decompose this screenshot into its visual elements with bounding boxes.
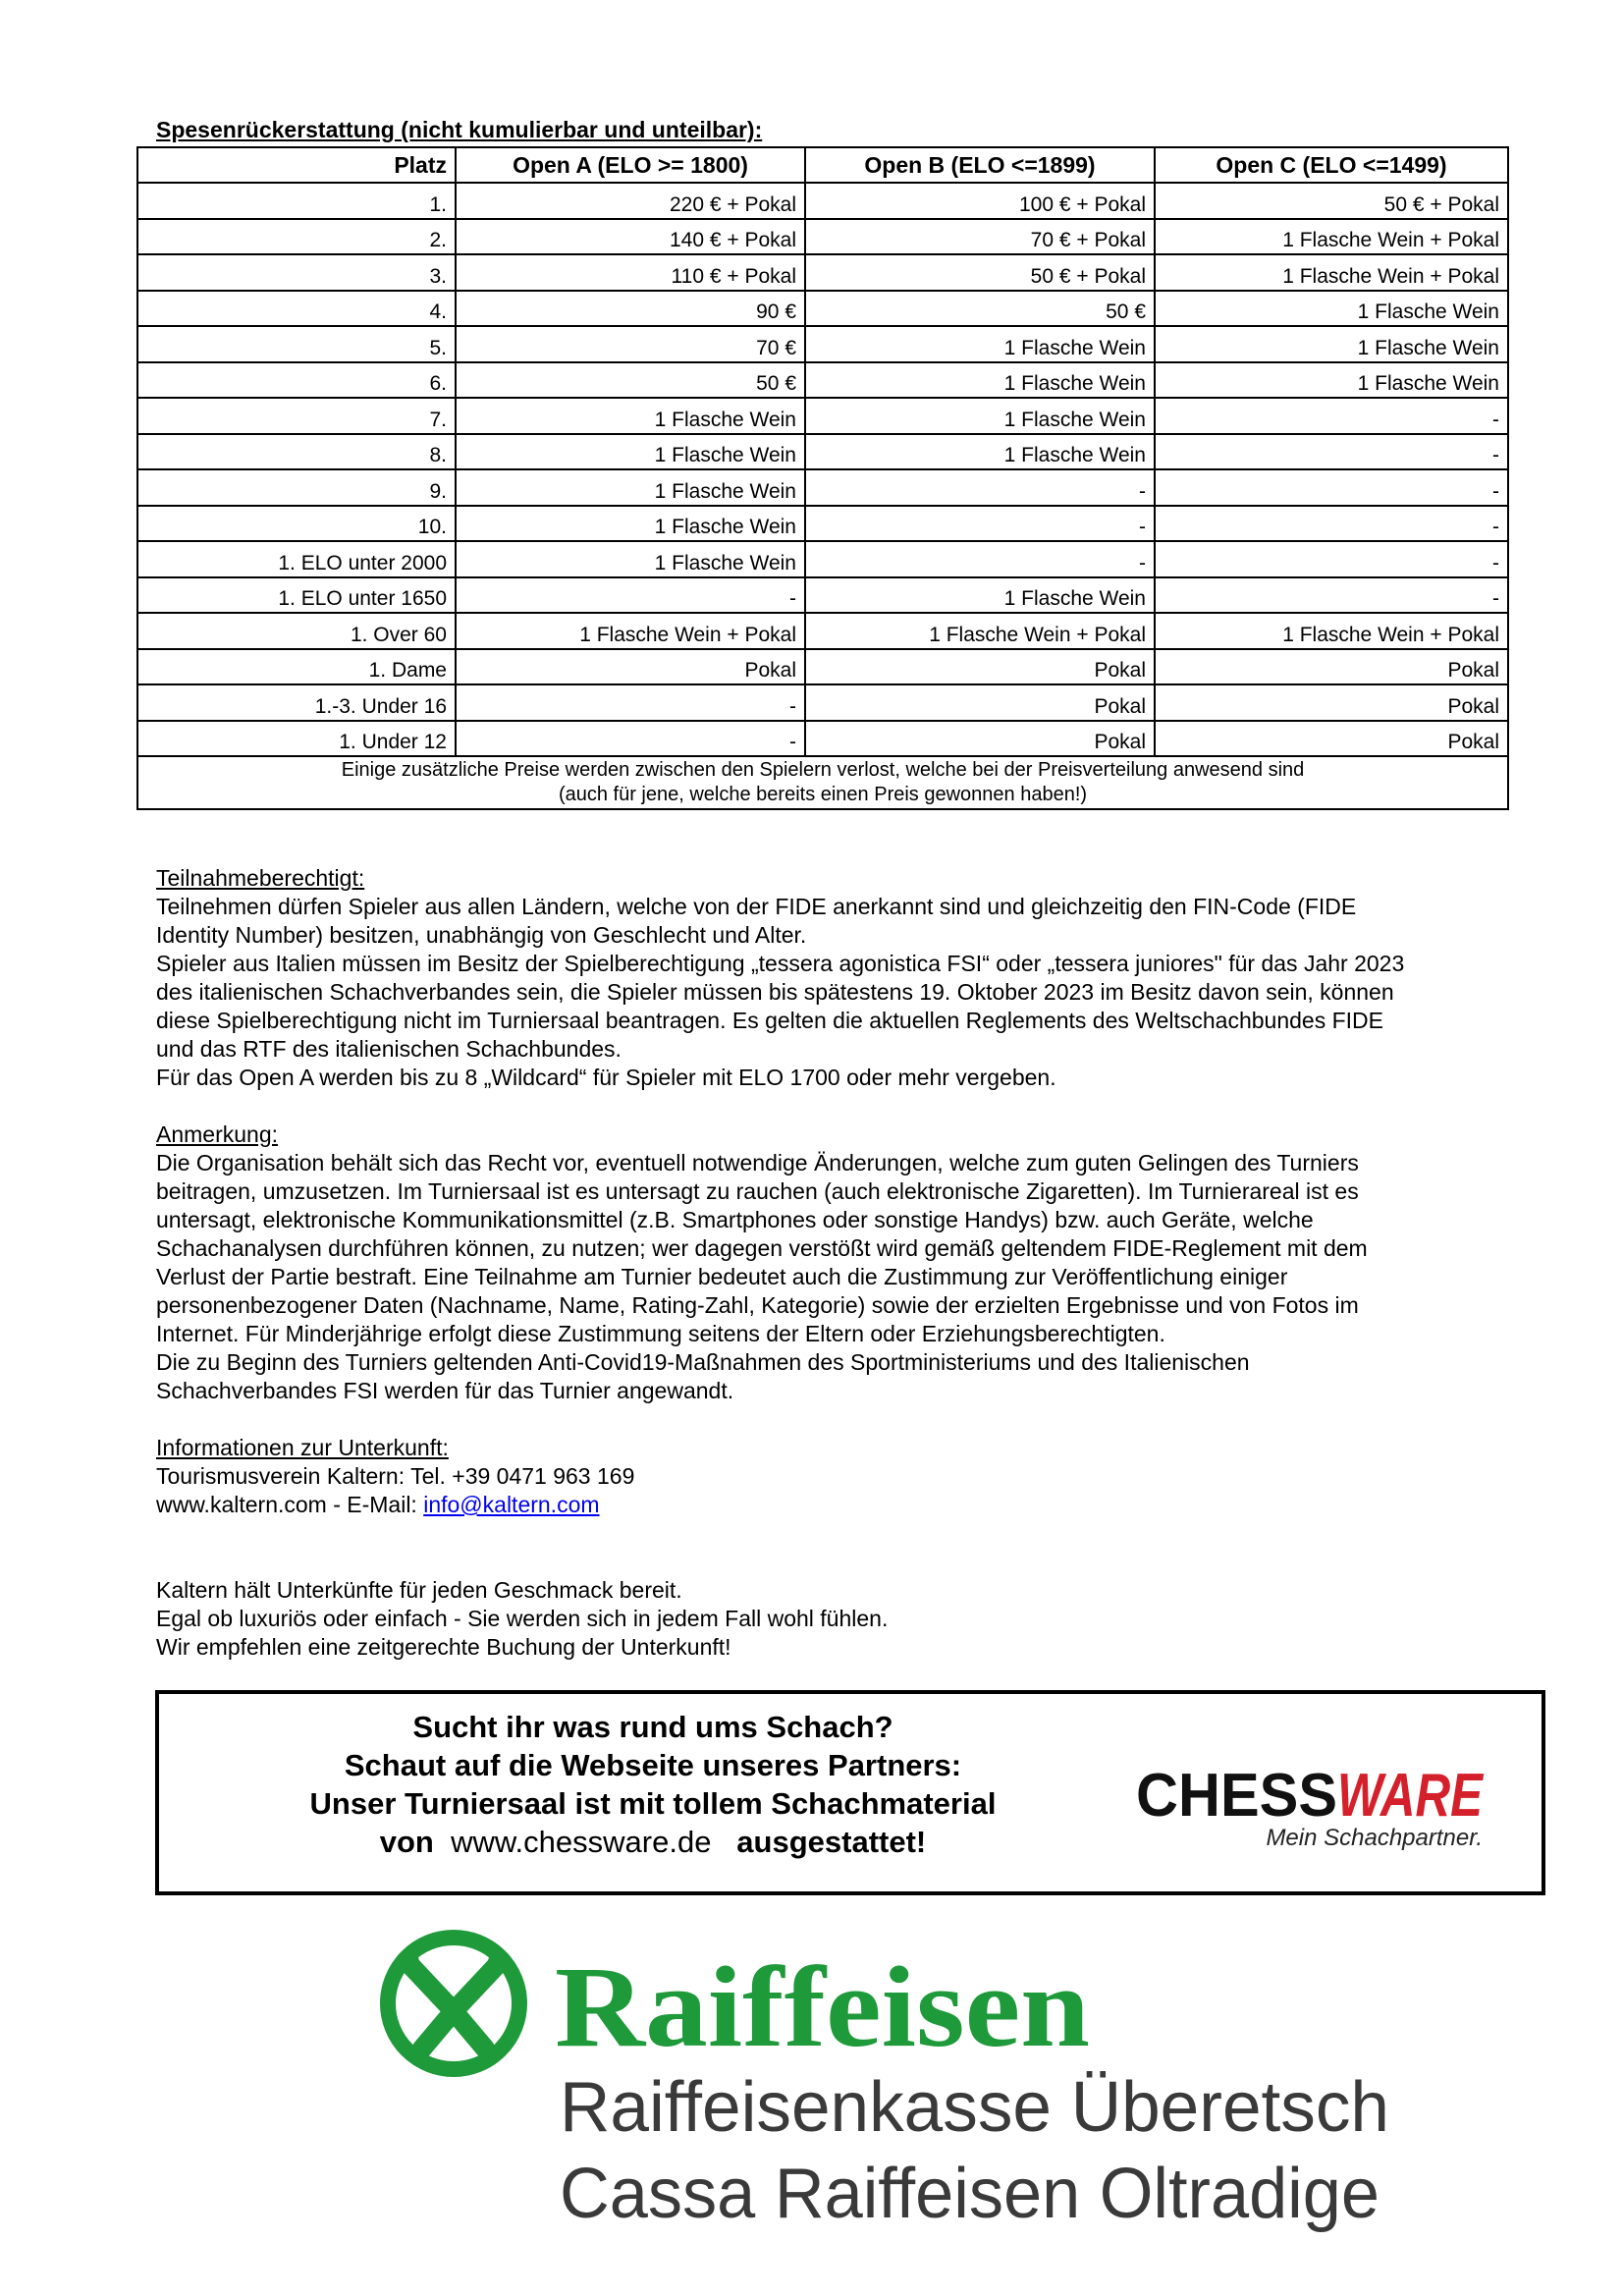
cell-open-b: 1 Flasche Wein bbox=[805, 326, 1155, 362]
cell-open-a: 1 Flasche Wein bbox=[456, 506, 805, 542]
partner-line-4-pre: von bbox=[379, 1825, 434, 1859]
cell-open-b: 50 € + Pokal bbox=[805, 254, 1155, 291]
cell-open-c: 50 € + Pokal bbox=[1155, 183, 1508, 219]
table-row bbox=[137, 219, 1508, 255]
raiffeisen-emblem-icon bbox=[388, 1938, 519, 2069]
partner-line-3: Unser Turniersaal ist mit tollem Schachmaterial bbox=[309, 1786, 997, 1821]
partner-line-2: Schaut auf die Webseite unseres Partners: bbox=[344, 1748, 962, 1782]
table-row bbox=[137, 183, 1508, 219]
cell-open-a: 110 € + Pokal bbox=[456, 254, 805, 291]
cell-platz: 6. bbox=[137, 362, 456, 399]
cell-open-c: 1 Flasche Wein + Pokal bbox=[1155, 219, 1508, 255]
partner-url[interactable]: www.chessware.de bbox=[451, 1825, 712, 1859]
accommodation-promo bbox=[156, 1576, 1531, 1662]
cell-platz: 10. bbox=[137, 506, 456, 542]
cell-open-b: - bbox=[805, 469, 1155, 506]
table-row bbox=[137, 721, 1508, 757]
cell-platz: 9. bbox=[137, 469, 456, 506]
table-row bbox=[137, 506, 1508, 542]
cell-open-c: - bbox=[1155, 541, 1508, 577]
cell-open-a: - bbox=[456, 721, 805, 757]
cell-open-a: 1 Flasche Wein bbox=[456, 398, 805, 434]
remark-line: Schachanalysen durchführen können, zu nutzen; wer dagegen verstößt wird gemäß geltendem FIDE-Reglement mit dem bbox=[156, 1235, 1368, 1261]
raffle-note bbox=[137, 756, 1508, 809]
cell-open-a: 1 Flasche Wein bbox=[456, 541, 805, 577]
table-row bbox=[137, 291, 1508, 327]
remark-line: Internet. Für Minderjährige erfolgt diese Zustimmung seitens der Eltern oder Erziehungsberechtigten. bbox=[156, 1321, 1165, 1346]
raiffeisen-line-1: Raiffeisenkasse Überetsch bbox=[560, 2068, 1389, 2147]
table-row bbox=[137, 541, 1508, 577]
cell-open-a: 50 € bbox=[456, 362, 805, 399]
partner-box bbox=[155, 1690, 1545, 1895]
cell-open-c: Pokal bbox=[1155, 721, 1508, 757]
cell-open-c: Pokal bbox=[1155, 649, 1508, 685]
cell-platz: 1. bbox=[137, 183, 456, 219]
header-open-a: Open A (ELO >= 1800) bbox=[456, 147, 805, 183]
cell-open-c: - bbox=[1155, 434, 1508, 470]
cell-platz: 1. ELO unter 1650 bbox=[137, 577, 456, 614]
cell-platz: 4. bbox=[137, 291, 456, 327]
table-row bbox=[137, 684, 1508, 721]
header-platz: Platz bbox=[137, 147, 456, 183]
prize-table-title: Spesenrückerstattung (nicht kumulierbar und unteilbar): bbox=[156, 117, 763, 142]
cell-open-b: 1 Flasche Wein bbox=[805, 577, 1155, 614]
cell-open-b: Pokal bbox=[805, 684, 1155, 721]
cell-open-c: 1 Flasche Wein + Pokal bbox=[1155, 613, 1508, 649]
cell-platz: 2. bbox=[137, 219, 456, 255]
cell-platz: 1. ELO unter 2000 bbox=[137, 541, 456, 577]
accommodation-website: www.kaltern.com - E-Mail: bbox=[156, 1492, 424, 1517]
partner-line-4 bbox=[159, 1823, 1147, 1861]
cell-open-b: Pokal bbox=[805, 721, 1155, 757]
cell-open-c: Pokal bbox=[1155, 684, 1508, 721]
remark-line: untersagt, elektronische Kommunikationsmittel (z.B. Smartphones oder sonstige Handys) bzw. auch Geräte, welche bbox=[156, 1207, 1314, 1232]
chessware-logo-chess: CHESS bbox=[1136, 1762, 1337, 1830]
cell-open-c: - bbox=[1155, 398, 1508, 434]
table-row bbox=[137, 326, 1508, 362]
eligibility-line: und das RTF des italienischen Schachbundes. bbox=[156, 1036, 622, 1062]
table-row bbox=[137, 362, 1508, 399]
cell-open-c: 1 Flasche Wein bbox=[1155, 326, 1508, 362]
cell-platz: 7. bbox=[137, 398, 456, 434]
cell-platz: 1. Dame bbox=[137, 649, 456, 685]
remark-line: beitragen, umzusetzen. Im Turniersaal ist es untersagt zu rauchen (auch elektronische Zigaretten). Im Turnierareal ist es bbox=[156, 1178, 1359, 1204]
prize-table-body bbox=[137, 183, 1508, 756]
cell-open-a: 70 € bbox=[456, 326, 805, 362]
accommodation-section bbox=[156, 1434, 1531, 1519]
header-open-c: Open C (ELO <=1499) bbox=[1155, 147, 1508, 183]
accommodation-heading: Informationen zur Unterkunft: bbox=[156, 1435, 449, 1460]
cell-open-c: 1 Flasche Wein bbox=[1155, 362, 1508, 399]
cell-open-c: 1 Flasche Wein bbox=[1155, 291, 1508, 327]
header-open-b: Open B (ELO <=1899) bbox=[805, 147, 1155, 183]
raiffeisen-line-2: Cassa Raiffeisen Oltradige bbox=[560, 2155, 1380, 2233]
chessware-logo bbox=[1136, 1755, 1489, 1853]
cell-open-a: 220 € + Pokal bbox=[456, 183, 805, 219]
cell-open-b: - bbox=[805, 541, 1155, 577]
table-row bbox=[137, 254, 1508, 291]
table-row bbox=[137, 469, 1508, 506]
remark-line: Schachverbandes FSI werden für das Turnier angewandt. bbox=[156, 1378, 734, 1403]
remark-line: Verlust der Partie bestraft. Eine Teilnahme am Turnier bedeutet auch die Zustimmung zur Veröffentlichung einiger bbox=[156, 1264, 1288, 1289]
accommodation-contact bbox=[156, 1491, 1531, 1519]
cell-open-a: 1 Flasche Wein bbox=[456, 469, 805, 506]
cell-open-b: 1 Flasche Wein bbox=[805, 434, 1155, 470]
remark-line: personenbezogener Daten (Nachname, Name, Rating-Zahl, Kategorie) sowie der erzielten Ergebnisse und von Fotos im bbox=[156, 1292, 1359, 1318]
table-row bbox=[137, 434, 1508, 470]
raiffeisen-logo bbox=[373, 1933, 1394, 2237]
cell-platz: 1. Under 12 bbox=[137, 721, 456, 757]
cell-open-b: - bbox=[805, 506, 1155, 542]
table-row bbox=[137, 577, 1508, 614]
accommodation-phone: Tourismusverein Kaltern: Tel. +39 0471 963 169 bbox=[156, 1463, 635, 1489]
cell-open-a: - bbox=[456, 577, 805, 614]
table-header-row bbox=[137, 147, 1508, 183]
cell-open-c: 1 Flasche Wein + Pokal bbox=[1155, 254, 1508, 291]
prize-table bbox=[136, 146, 1509, 810]
table-row bbox=[137, 649, 1508, 685]
chessware-tagline: Mein Schachpartner. bbox=[1266, 1825, 1483, 1851]
cell-platz: 8. bbox=[137, 434, 456, 470]
partner-text bbox=[159, 1708, 1147, 1861]
eligibility-section bbox=[156, 864, 1531, 1092]
cell-open-c: - bbox=[1155, 577, 1508, 614]
cell-open-a: 140 € + Pokal bbox=[456, 219, 805, 255]
cell-platz: 5. bbox=[137, 326, 456, 362]
cell-open-a: - bbox=[456, 684, 805, 721]
cell-open-b: 1 Flasche Wein + Pokal bbox=[805, 613, 1155, 649]
raffle-note-line-2: (auch für jene, welche bereits einen Preis gewonnen haben!) bbox=[558, 784, 1088, 805]
cell-platz: 1.-3. Under 16 bbox=[137, 684, 456, 721]
table-note-row bbox=[137, 756, 1508, 809]
cell-open-b: 1 Flasche Wein bbox=[805, 398, 1155, 434]
eligibility-line: diese Spielberechtigung nicht im Turniersaal beantragen. Es gelten die aktuellen Reglements des Weltschachbundes FIDE bbox=[156, 1008, 1383, 1033]
eligibility-line: Identity Number) besitzen, unabhängig von Geschlecht und Alter. bbox=[156, 922, 807, 948]
cell-platz: 1. Over 60 bbox=[137, 613, 456, 649]
cell-open-a: 1 Flasche Wein bbox=[456, 434, 805, 470]
cell-open-b: Pokal bbox=[805, 649, 1155, 685]
email-link[interactable]: info@kaltern.com bbox=[423, 1492, 600, 1517]
chessware-logo-ware: WARE bbox=[1337, 1762, 1485, 1830]
promo-line: Wir empfehlen eine zeitgerechte Buchung der Unterkunft! bbox=[156, 1634, 731, 1660]
partner-line-4-post: ausgestattet! bbox=[736, 1825, 927, 1859]
cell-open-c: - bbox=[1155, 506, 1508, 542]
raiffeisen-brand: Raiffeisen bbox=[555, 1942, 1090, 2071]
cell-open-b: 100 € + Pokal bbox=[805, 183, 1155, 219]
cell-open-a: 1 Flasche Wein + Pokal bbox=[456, 613, 805, 649]
partner-line-1: Sucht ihr was rund ums Schach? bbox=[412, 1710, 893, 1744]
eligibility-line: des italienischen Schachverbandes sein, die Spieler müssen bis spätestens 19. Oktober 2023 im Besitz davon sein, können bbox=[156, 979, 1394, 1005]
promo-line: Egal ob luxuriös oder einfach - Sie werden sich in jedem Fall wohl fühlen. bbox=[156, 1606, 889, 1631]
cell-platz: 3. bbox=[137, 254, 456, 291]
cell-open-a: 90 € bbox=[456, 291, 805, 327]
promo-line: Kaltern hält Unterkünfte für jeden Geschmack bereit. bbox=[156, 1577, 682, 1603]
raffle-note-line-1: Einige zusätzliche Preise werden zwischen den Spielern verlost, welche bei der Preisverteilung anwesend sind bbox=[341, 759, 1305, 781]
eligibility-line: Für das Open A werden bis zu 8 „Wildcard“ für Spieler mit ELO 1700 oder mehr vergeben. bbox=[156, 1065, 1056, 1090]
eligibility-heading: Teilnahmeberechtigt: bbox=[156, 865, 365, 891]
remark-heading: Anmerkung: bbox=[156, 1121, 279, 1147]
remark-line: Die zu Beginn des Turniers geltenden Anti-Covid19-Maßnahmen des Sportministeriums und des Italienischen bbox=[156, 1349, 1250, 1375]
cell-open-b: 50 € bbox=[805, 291, 1155, 327]
cell-open-b: 70 € + Pokal bbox=[805, 219, 1155, 255]
table-row bbox=[137, 613, 1508, 649]
eligibility-line: Spieler aus Italien müssen im Besitz der Spielberechtigung „tessera agonistica FSI“ oder „tessera juniores" für das Jahr 2023 bbox=[156, 951, 1405, 976]
remark-line: Die Organisation behält sich das Recht vor, eventuell notwendige Änderungen, welche zum guten Gelingen des Turniers bbox=[156, 1150, 1359, 1175]
eligibility-line: Teilnehmen dürfen Spieler aus allen Ländern, welche von der FIDE anerkannt sind und gleichzeitig den FIN-Code (FIDE bbox=[156, 894, 1357, 919]
cell-open-b: 1 Flasche Wein bbox=[805, 362, 1155, 399]
cell-open-c: - bbox=[1155, 469, 1508, 506]
remark-section bbox=[156, 1121, 1531, 1405]
table-row bbox=[137, 398, 1508, 434]
cell-open-a: Pokal bbox=[456, 649, 805, 685]
